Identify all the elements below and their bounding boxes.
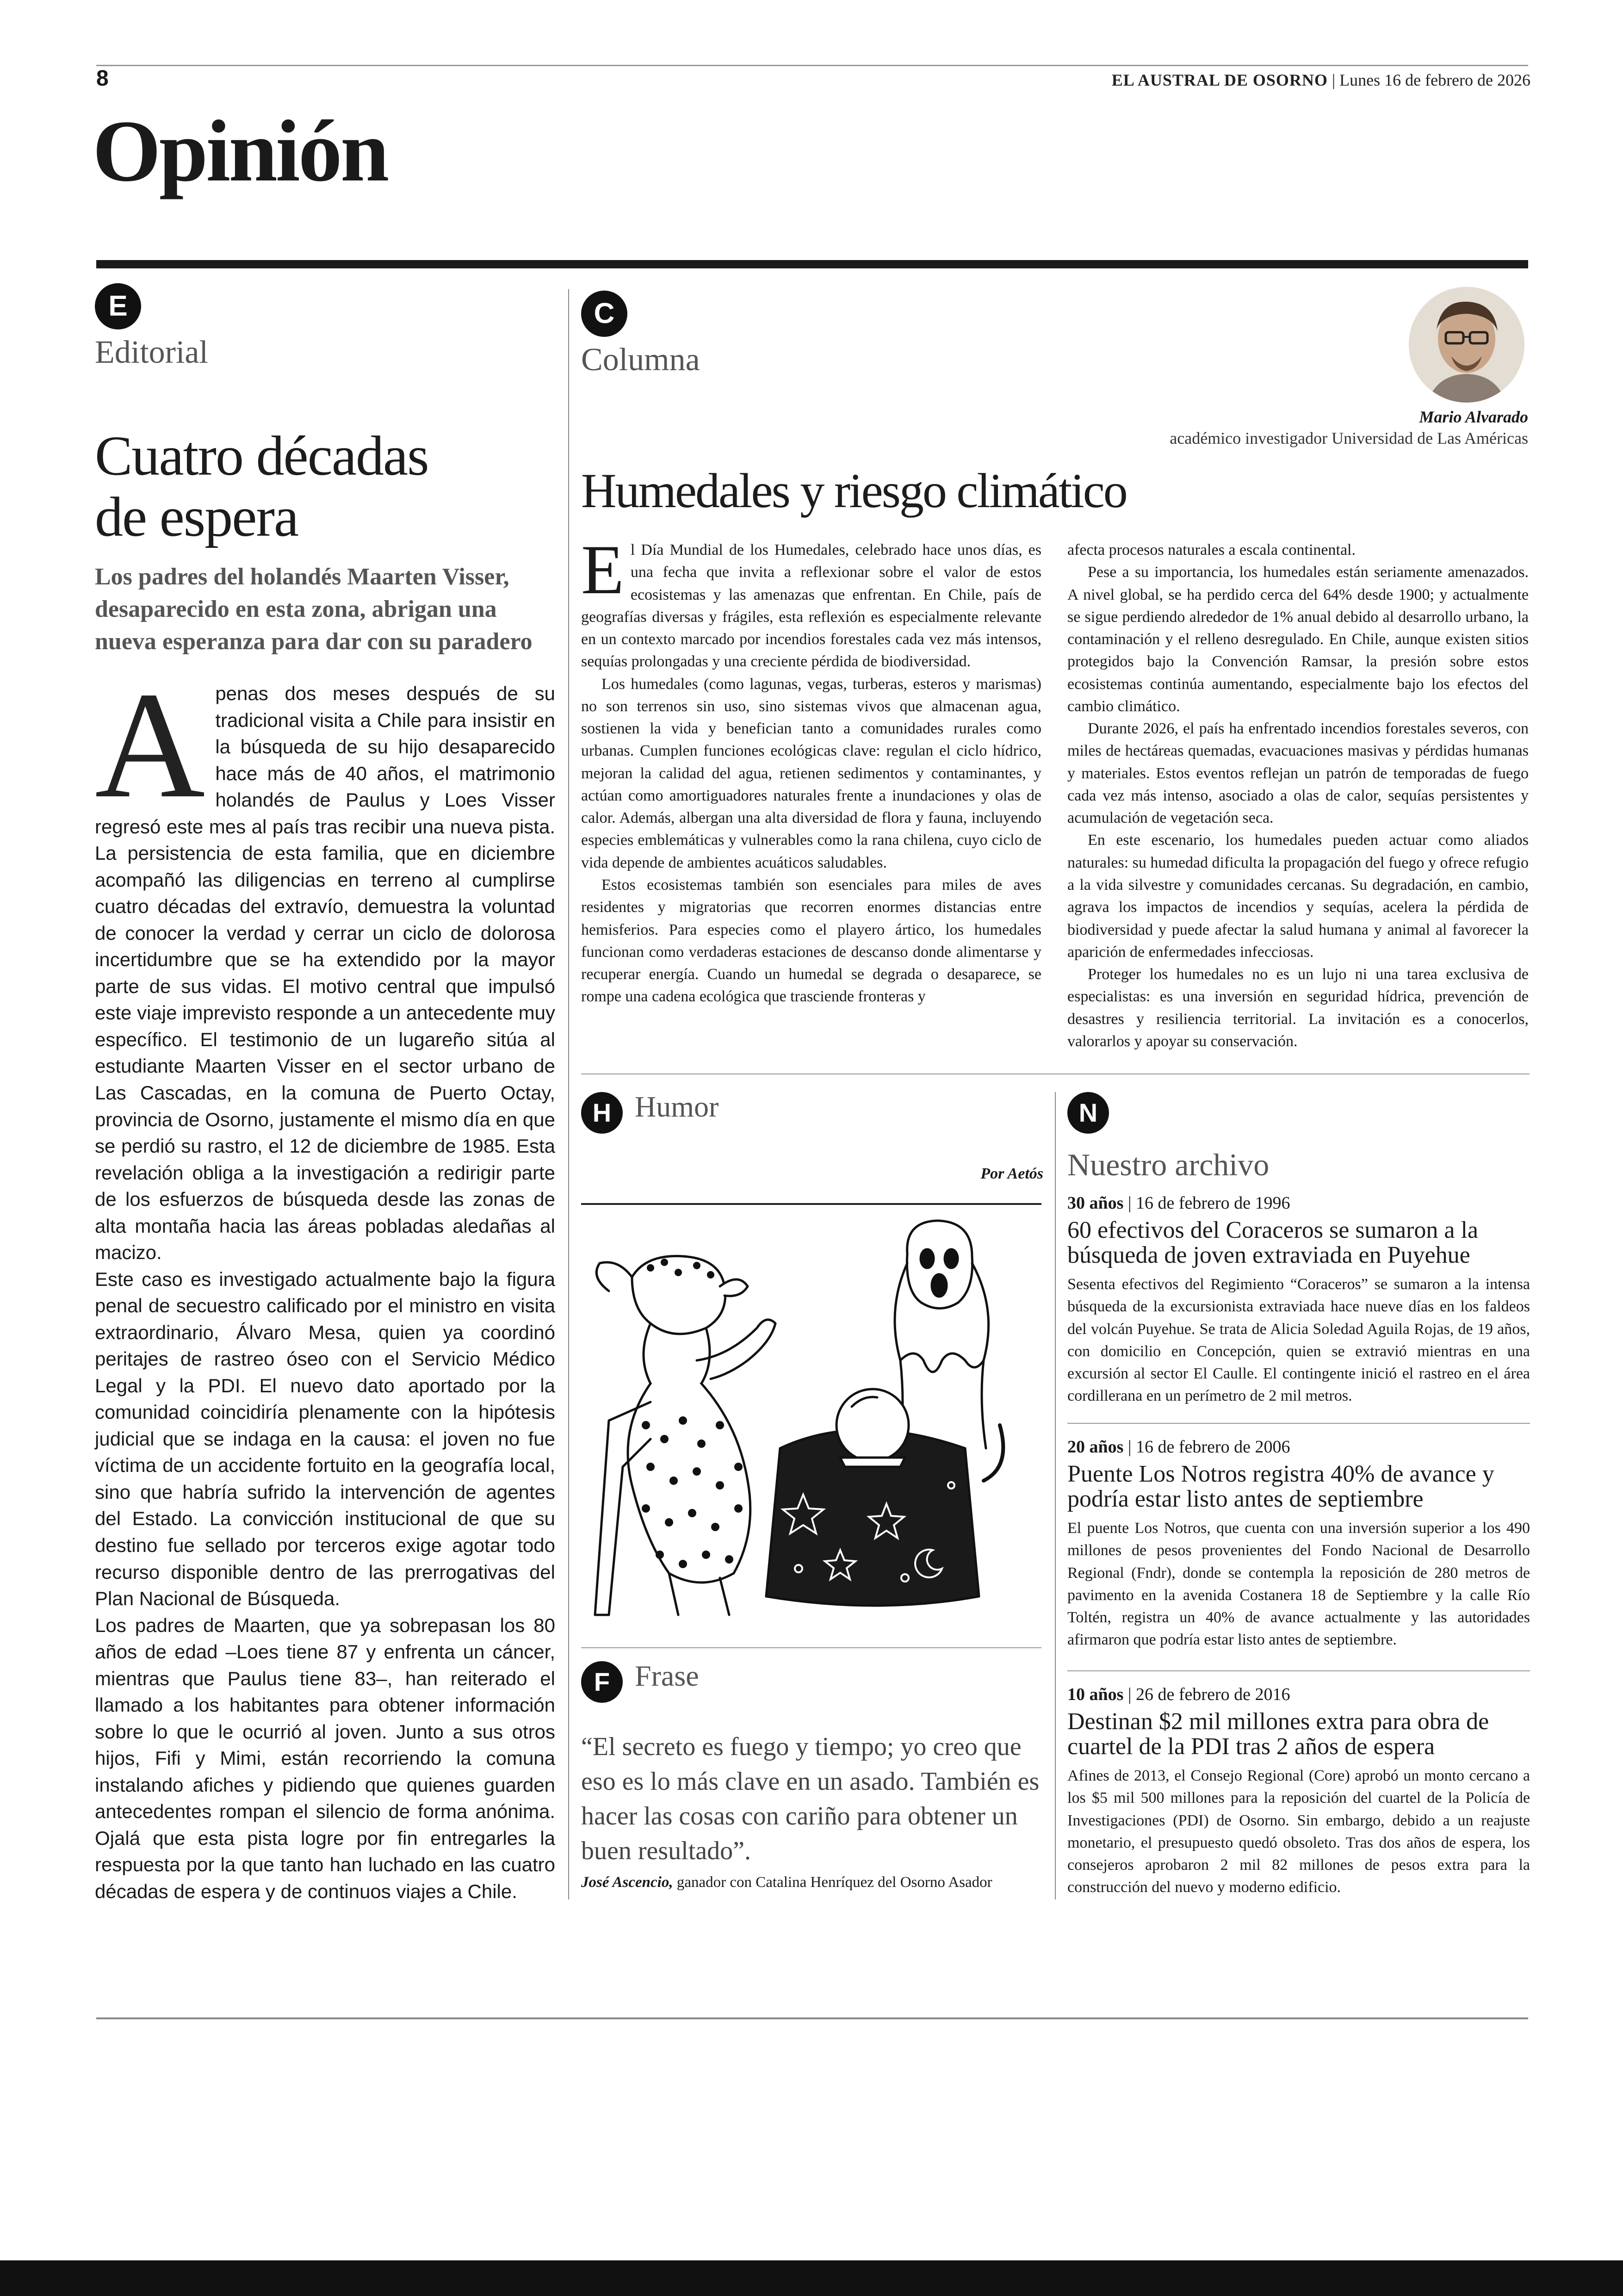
editorial-body: [95, 661, 555, 1905]
column-badge: C: [581, 291, 627, 337]
column-paragraph-5: Durante 2026, el país ha enfrentado incendios forestales severos, con miles de hectáreas quemadas, evacuaciones masivas y pérdidas humanas y materiales. Estos eventos reflejan un patrón de temporadas de fuego cada vez más intenso, asociado a olas de calor, sequías persistentes y acumulación de vegetación seca.: [1067, 720, 1529, 827]
humor-rule: [581, 1203, 1041, 1205]
column-body-left: [581, 531, 1041, 1008]
column-divider-right: [1055, 1092, 1056, 1899]
fortune-teller-cartoon-icon: [581, 1208, 1041, 1633]
editorial-paragraph-3: Los padres de Maarten, que ya sobrepasan los 80 años de edad –Loes tiene 87 y enfrenta un cáncer, mientras que Paulus tiene 83–, han reiterado el llamado a los habitantes para obtener información sobre lo que le ocurrió al joven. Junto a sus otros hijos, Fifi y Mimi, están recorriendo la comuna instalando afiches y pidiendo que quienes guarden antecedentes rompan el silencio de forma anónima. Ojalá que esta pista logre por fin entregarles la respuesta por la que tanto han luchado en las cuatro décadas de espera y de continuos viajes a Chile.: [95, 1614, 555, 1902]
newspaper-name: EL AUSTRAL DE OSORNO: [1111, 71, 1328, 89]
humor-kicker: Humor: [635, 1090, 719, 1123]
column-author-name: Mario Alvarado: [1419, 408, 1528, 426]
page-number: 8: [96, 66, 109, 91]
archive-item: [1067, 1193, 1530, 1408]
page-bottom-rule: [96, 2017, 1528, 2019]
archive-item-fulldate: | 16 de febrero de 1996: [1123, 1193, 1290, 1213]
editorial-headline-line-1: Cuatro décadas: [95, 425, 428, 487]
edition-date: Lunes 16 de febrero de 2026: [1339, 71, 1530, 89]
archive-item-years: 20 años: [1067, 1437, 1124, 1457]
archive-divider-1: [1067, 1423, 1530, 1424]
top-rule: [96, 65, 1528, 66]
frase-kicker: Frase: [635, 1659, 699, 1692]
column-paragraph-3: Estos ecosistemas también son esenciales para miles de aves residentes y migratorias que recorren enormes distancias entre hemisferios. Para especies como el playero ártico, los humedales funcionan como verdaderas estaciones de descanso donde alimentarse y recuperar energía. Cuando un humedal se degrada o desaparece, se rompe una cadena ecológica que trasciende fronteras y: [581, 876, 1041, 1005]
archive-badge: N: [1067, 1092, 1109, 1134]
editorial-paragraph-2: Este caso es investigado actualmente bajo la figura penal de secuestro calificado por el ministro en visita extraordinario, Álvaro Mesa, quien ya coordinó peritajes de rastreo óseo con el Servicio Médico Legal y la PDI. El nuevo dato aportado por la comunidad coincidiría plenamente con la hipótesis judicial que se indaga en la causa: el joven no fue víctima de un accidente fortuito en la geografía local, sino que habría sufrido la intervención de agentes del Estado. La convicción institucional de que su destino fue sellado por terceros exige agotar todo recurso disponible dentro de las prerrogativas del Plan Nacional de Búsqueda.: [95, 1268, 555, 1610]
frase-quote: “El secreto es fuego y tiempo; yo creo que eso es lo más clave en un asado. También es hacer las cosas con cariño para obtener un buen resultado”.: [581, 1732, 1040, 1866]
masthead: [1112, 70, 1530, 90]
section-title: Opinión: [93, 103, 388, 200]
editorial-lede: Los padres del holandés Maarten Visser, desaparecido en esta zona, abrigan una nueva esperanza para dar con su paradero: [95, 564, 533, 655]
archive-item-body: El puente Los Notros, que cuenta con una inversión superior a los 490 millones de pesos provenientes del Fondo Nacional de Desarrollo Regional (Fndr), donde se contempla la reposición de 280 metros de pavimento en la avenida Costanera 18 de Septiembre y la calle Río Toltén, registra un 40% de avance actualmente y las autoridades afirmaron que podría estar listo antes de septiembre.: [1067, 1520, 1530, 1649]
author-photo: [1409, 287, 1524, 403]
editorial-drop-cap: A: [95, 661, 205, 830]
column-author-role: académico investigador Universidad de Las Américas: [1170, 429, 1528, 447]
column-kicker: Columna: [581, 342, 700, 378]
column-divider-left: [568, 289, 569, 1899]
author-portrait-icon: [1409, 287, 1524, 403]
archive-item-date: [1067, 1193, 1530, 1213]
editorial-kicker: Editorial: [95, 335, 208, 370]
archive-item-date: [1067, 1437, 1530, 1457]
archive-item-years: 10 años: [1067, 1685, 1124, 1704]
editorial-headline: [95, 426, 558, 548]
frase-author-detail: ganador con Catalina Henríquez del Osorno Asador: [673, 1874, 992, 1891]
archive-item: [1067, 1437, 1530, 1651]
archive-item-fulldate: | 16 de febrero de 2006: [1123, 1437, 1290, 1457]
archive-item-title: 60 efectivos del Coraceros se sumaron a la búsqueda de joven extraviada en Puyehue: [1067, 1217, 1479, 1269]
archive-item-years: 30 años: [1067, 1193, 1124, 1213]
column-paragraph-1: [581, 531, 1041, 673]
column-headline: Humedales y riesgo climático: [581, 464, 1127, 518]
archive-divider-2: [1067, 1670, 1530, 1671]
archive-item-title: Puente Los Notros registra 40% de avance y podría estar listo antes de septiembre: [1067, 1461, 1494, 1513]
section-rule: [96, 260, 1528, 268]
archive-item: [1067, 1684, 1530, 1899]
editorial-paragraph-1-text: penas dos meses después de su tradicional visita a Chile para insistir en la búsqueda de su hijo desaparecido hace más de 40 años, el matrimonio holandés de Paulus y Loes Visser regresó este mes al país tras recibir una nueva pista. La persistencia de esta familia, que en diciembre acompañó las diligencias en terreno al cumplirse cuatro décadas del extravío, demuestra la voluntad de conocer la verdad y cerrar un ciclo de dolorosa incertidumbre que se ha extendido por la mayor parte de sus vidas. El motivo central que impulsó este viaje imprevisto responde a un antecedente muy específico. El testimonio de un lugareño sitúa al estudiante Maarten Visser en el sector urbano de Las Cascadas, en la comuna de Puerto Octay, provincia de Osorno, justamente el mismo día en que se perdió su rastro, el 12 de diciembre de 1985. Esta revelación obliga a la investigación a redirigir parte de los esfuerzos de búsqueda desde las zonas de alta montaña hacia las áreas pobladas aledañas al macizo.: [95, 683, 555, 1264]
column-paragraph-1-text: l Día Mundial de los Humedales, celebrado hace unos días, es una fecha que invita a reflexionar sobre el valor de estos ecosistemas y las amenazas que enfrentan. En Chile, país de geografías diversas y frágiles, esta reflexión es especialmente relevante en un contexto marcado por incendios forestales cada vez más intensos, sequías prolongadas y una creciente pérdida de biodiversidad.: [581, 541, 1041, 670]
column-paragraph-3-continued: afecta procesos naturales a escala continental.: [1067, 541, 1356, 558]
humor-bottom-rule: [581, 1647, 1041, 1648]
column-paragraph-7: Proteger los humedales no es un lujo ni una tarea exclusiva de especialistas: es una inversión en seguridad hídrica, prevención de desastres y resiliencia territorial. La invitación es a conocerlos, valorarlos y apoyar su conservación.: [1067, 966, 1529, 1050]
column-body-right: [1067, 539, 1529, 1053]
column-paragraph-2: Los humedales (como lagunas, vegas, turberas, esteros y marismas) no son terrenos sin uso, sino sistemas vivos que almacenan agua, sostienen la vida y benefician tanto a comunidades rurales como urbanas. Cumplen funciones ecológicas clave: regulan el ciclo hídrico, mejoran la calidad del agua, retienen sedimentos y contaminantes, y actúan como amortiguadores naturales frente a inundaciones y olas de calor. Además, albergan una alta diversidad de flora y fauna, incluyendo especies emblemáticas y vulnerables como la rana chilena, cuyo ciclo de vida depende de ambientes acuáticos saludables.: [581, 675, 1041, 871]
humor-credit: Por Aetós: [980, 1165, 1043, 1182]
editorial-paragraph-1: [95, 661, 555, 1266]
column-drop-cap: E: [581, 531, 624, 608]
masthead-separator: |: [1332, 71, 1336, 89]
humor-badge: H: [581, 1092, 623, 1134]
archive-item-body: Sesenta efectivos del Regimiento “Coraceros” se sumaron a la intensa búsqueda de la excursionista extraviada hace nueve días en los faldeos del volcán Puyehue. Se trata de Alicia Soledad Aguila Rojas, de 19 años, con domicilio en Concepción, quien se extravió mientras en una excursión al sector El Caulle. El contingente inició el rastreo en el área cordillerana en un perímetro de 2 mil metros.: [1067, 1276, 1530, 1405]
humor-cartoon: [581, 1208, 1041, 1633]
frase-badge: F: [581, 1661, 623, 1703]
archive-item-title: Destinan $2 mil millones extra para obra de cuartel de la PDI tras 2 años de espera: [1067, 1708, 1489, 1760]
archive-kicker: Nuestro archivo: [1067, 1147, 1270, 1182]
frase-author: [581, 1874, 992, 1891]
archive-item-date: [1067, 1684, 1530, 1705]
column-paragraph-4: Pese a su importancia, los humedales están seriamente amenazados. A nivel global, se ha perdido cerca del 64% desde 1900; y actualmente se sigue perdiendo alrededor de 1% anual debido al desarrollo urbano, la contaminación y el relleno desregulado. En Chile, aunque existen sitios protegidos bajo la Convención Ramsar, la presión sobre estos ecosistemas continúa aumentando, especialmente bajo los efectos del cambio climático.: [1067, 564, 1529, 715]
archive-item-fulldate: | 26 de febrero de 2016: [1123, 1685, 1290, 1704]
editorial-headline-line-2: de espera: [95, 485, 298, 548]
frase-author-name: José Ascencio,: [581, 1874, 673, 1891]
page-footer-bar: [0, 2260, 1623, 2296]
archive-item-body: Afines de 2013, el Consejo Regional (Core) aprobó un monto cercano a los $5 mil 500 millones para la reposición del cuartel de la Policía de Investigaciones (PDI) de Osorno. Sin embargo, debido a un reajuste monetario, el presupuesto quedó obsoleto. Tras dos años de espera, los consejeros aprobaron 2 mil 82 millones de pesos extra para la construcción del nuevo y moderno edificio.: [1067, 1767, 1530, 1896]
editorial-badge: E: [95, 283, 141, 329]
column-paragraph-6: En este escenario, los humedales pueden actuar como aliados naturales: su humedad dificulta la propagación del fuego y ofrece refugio a la vida silvestre y comunidades cercanas. Su degradación, en cambio, agrava los impactos de incendios y sequías, acelera la pérdida de biodiversidad y puede afectar la salud humana y animal al favorecer la aparición de enfermedades infecciosas.: [1067, 832, 1529, 961]
